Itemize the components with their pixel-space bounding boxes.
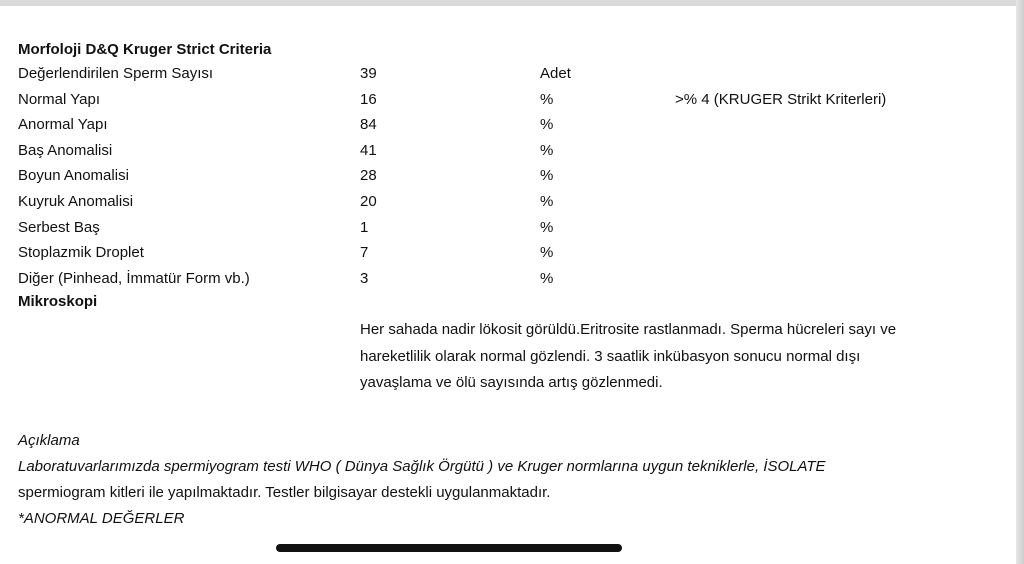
row-unit: % — [540, 90, 554, 108]
morphology-table — [18, 61, 1008, 291]
row-value: 20 — [360, 192, 377, 210]
row-value: 16 — [360, 90, 377, 108]
abnormal-values-note: *ANORMAL DEĞERLER — [18, 509, 185, 527]
row-value: 7 — [360, 244, 369, 262]
row-reference: >% 4 (KRUGER Strikt Kriterleri) — [675, 90, 887, 108]
microscopy-line: yavaşlama ve ölü sayısında artış gözlenmedi. — [360, 374, 663, 392]
table-row — [18, 266, 1008, 292]
top-border — [0, 0, 1024, 6]
row-label: Kuyruk Anomalisi — [18, 192, 134, 210]
table-row — [18, 112, 1008, 138]
row-label: Normal Yapı — [18, 90, 100, 108]
row-unit: % — [540, 192, 554, 210]
row-label: Stoplazmik Droplet — [18, 244, 144, 262]
row-unit: % — [540, 218, 554, 236]
row-label: Anormal Yapı — [18, 116, 108, 134]
row-value: 84 — [360, 116, 377, 134]
right-edge — [1016, 0, 1024, 564]
row-value: 3 — [360, 269, 369, 287]
row-value: 1 — [360, 218, 369, 236]
explanation-line: spermiogram kitleri ile yapılmaktadır. Testler bilgisayar destekli uygulanmaktadır. — [18, 483, 551, 501]
microscopy-line: Her sahada nadir lökosit görüldü.Eritrosite rastlanmadı. Sperma hücreleri sayı ve — [360, 321, 897, 339]
row-unit: % — [540, 116, 554, 134]
explanation-line: Laboratuvarlarımızda spermiyogram testi WHO ( Dünya Sağlık Örgütü ) ve Kruger normlarına uygun tekniklerle, İSOLATE — [18, 457, 826, 475]
row-label: Serbest Baş — [18, 218, 100, 236]
row-value: 28 — [360, 167, 377, 185]
table-row — [18, 163, 1008, 189]
table-row — [18, 138, 1008, 164]
row-value: 39 — [360, 65, 377, 82]
home-indicator-bar[interactable] — [276, 544, 622, 552]
row-value: 41 — [360, 141, 377, 159]
row-unit: % — [540, 269, 554, 287]
explanation-title: Açıklama — [18, 431, 80, 449]
row-unit: % — [540, 167, 554, 185]
row-label: Boyun Anomalisi — [18, 167, 129, 185]
row-unit: Adet — [540, 65, 571, 82]
microscopy-line: hareketlilik olarak normal gözlendi. 3 saatlik inkübasyon sonucu normal dışı — [360, 347, 861, 365]
row-unit: % — [540, 141, 554, 159]
row-label: Değerlendirilen Sperm Sayısı — [18, 65, 214, 82]
table-row — [18, 240, 1008, 266]
row-label: Baş Anomalisi — [18, 141, 113, 159]
row-unit: % — [540, 244, 554, 262]
table-row — [18, 215, 1008, 241]
microscopy-title: Mikroskopi — [18, 293, 98, 311]
table-row — [18, 61, 1008, 87]
row-label: Diğer (Pinhead, İmmatür Form vb.) — [18, 269, 250, 287]
table-row — [18, 189, 1008, 215]
microscopy-text — [360, 317, 960, 397]
morphology-title: Morfoloji D&Q Kruger Strict Criteria — [18, 41, 272, 58]
table-row — [18, 87, 1008, 113]
report-document — [18, 40, 1008, 532]
